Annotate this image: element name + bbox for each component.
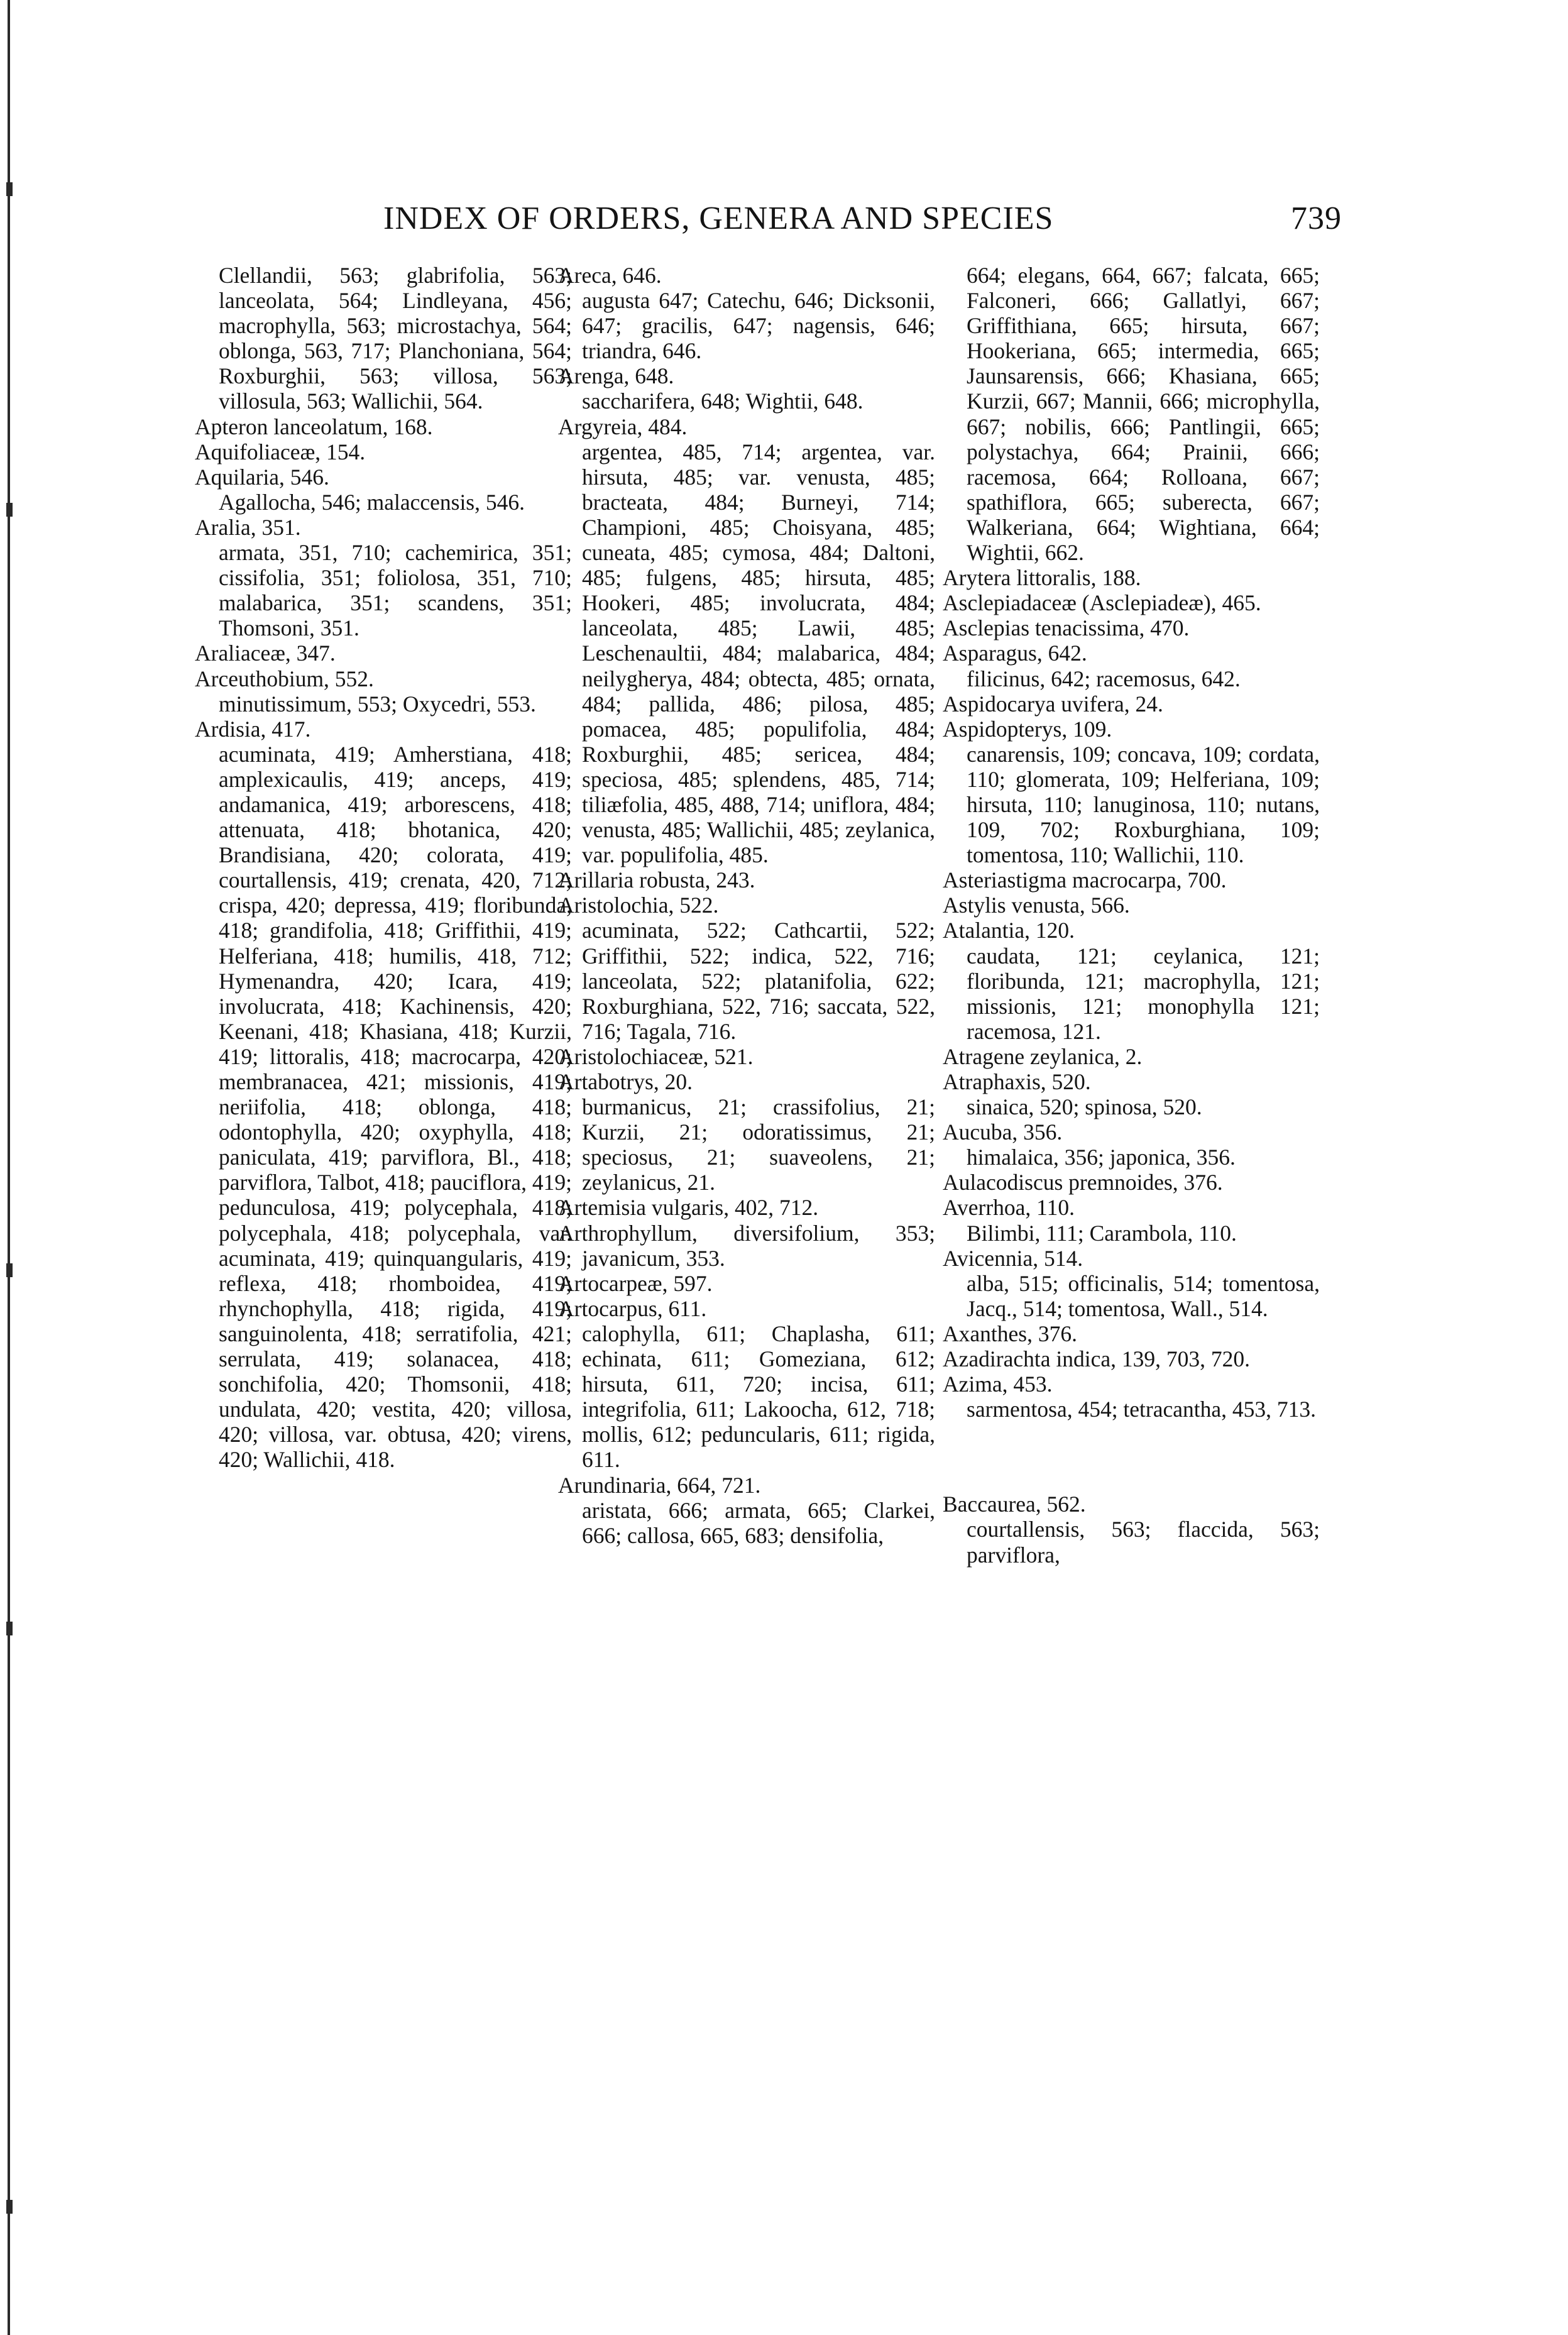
- index-column-2: [558, 263, 935, 1548]
- index-entry: Arenga, 648.: [558, 363, 674, 389]
- index-entry: Artocarpeæ, 597.: [558, 1270, 713, 1296]
- margin-tick: [6, 1263, 13, 1277]
- index-subentries: minutissimum, 553; Oxycedri, 553.: [219, 691, 536, 717]
- margin-tick: [6, 503, 13, 517]
- index-subentries: Agallocha, 546; malaccensis, 546.: [219, 489, 525, 515]
- index-entry: Artabotrys, 20.: [558, 1069, 693, 1094]
- index-subentries: sarmentosa, 454; tetracantha, 453, 713.: [967, 1397, 1317, 1422]
- index-entry: Atragene zeylanica, 2.: [943, 1043, 1143, 1069]
- index-subentries: himalaica, 356; japonica, 356.: [967, 1145, 1236, 1170]
- binding-margin-line: [8, 0, 10, 2335]
- index-entry: Arillaria robusta, 243.: [558, 867, 755, 893]
- index-gap: [943, 1444, 1320, 1470]
- index-entry: Atraphaxis, 520.: [943, 1069, 1091, 1094]
- index-subentries: aristata, 666; armata, 665; Clarkei, 666; callosa, 665, 683; densifolia,: [582, 1497, 935, 1548]
- index-entry: Baccaurea, 562.: [943, 1492, 1086, 1517]
- margin-tick: [6, 182, 13, 196]
- index-subentries: burmanicus, 21; crassifolius, 21; Kurzii, 21; odoratissimus, 21; speciosus, 21; suaveolens, 21; zeylanicus, 21.: [582, 1094, 935, 1195]
- index-subentries: alba, 515; officinalis, 514; tomentosa, Jacq., 514; tomentosa, Wall., 514.: [967, 1270, 1320, 1321]
- index-entry: Aulacodiscus premnoides, 376.: [943, 1170, 1223, 1195]
- index-subentries: Bilimbi, 111; Carambola, 110.: [967, 1220, 1237, 1246]
- index-entry: Asclepias tenacissima, 470.: [943, 615, 1190, 641]
- index-entry: Aucuba, 356.: [943, 1119, 1063, 1145]
- index-subentries: acuminata, 419; Amherstiana, 418; amplexicaulis, 419; anceps, 419; andamanica, 419; arborescens, 418; attenuata, 418; bhotanica, 420; Brandisiana, 420; colorata, 419; courtallensis, 419; crenata, 420, 712; crispa, 420; depressa, 419; floribunda, 418; grandifolia, 418; Griffithii, 419; Helferiana, 418; humilis, 418, 712; Hymenandra, 420; Icara, 419; involucrata, 418; Kachinensis, 420; Keenani, 418; Khasiana, 418; Kurzii, 419; littoralis, 418; macrocarpa, 420; membranacea, 421; missionis, 419; neriifolia, 418; oblonga, 418; odontophylla, 420; oxyphylla, 418; paniculata, 419; parviflora, Bl., 418; parviflora, Talbot, 418; pauciflora, 419; pedunculosa, 419; polycephala, 418; polycephala, 418; polycephala, var. acuminata, 419; quinquangularis, 419; reflexa, 418; rhomboidea, 419; rhynchophylla, 418; rigida, 419; sanguinolenta, 418; serratifolia, 421; serrulata, 419; solanacea, 418; sonchifolia, 420; Thomsonii, 418; undulata, 420; vestita, 420; villosa, 420; villosa, var. obtusa, 420; virens, 420; Wallichii, 418.: [219, 741, 572, 1473]
- index-entry: Astylis venusta, 566.: [943, 893, 1130, 918]
- index-entry: Arceuthobium, 552.: [195, 666, 374, 691]
- index-subentries: saccharifera, 648; Wightii, 648.: [582, 388, 863, 414]
- index-entry: Araliaceæ, 347.: [195, 640, 336, 666]
- index-entry: Ardisia, 417.: [195, 716, 311, 742]
- page-header: [383, 200, 1342, 250]
- index-entry: Arundinaria, 664, 721.: [558, 1472, 761, 1498]
- page-number: 739: [1291, 201, 1342, 236]
- index-entry: Artocarpus, 611.: [558, 1295, 707, 1321]
- index-entry: Aspidopterys, 109.: [943, 716, 1112, 742]
- margin-tick: [6, 1622, 13, 1635]
- index-entry: Asparagus, 642.: [943, 640, 1087, 666]
- index-entry: Aspidocarya uvifera, 24.: [943, 691, 1163, 717]
- page-title: INDEX OF ORDERS, GENERA AND SPECIES: [383, 201, 1054, 236]
- index-entry: Axanthes, 376.: [943, 1321, 1077, 1346]
- index-entry: Averrhoa, 110.: [943, 1195, 1075, 1221]
- index-entry: Arthrophyllum, diversifolium, 353; javanicum, 353.: [558, 1220, 935, 1271]
- index-entry: Aquifoliaceæ, 154.: [195, 439, 366, 464]
- index-entry: Azadirachta indica, 139, 703, 720.: [943, 1346, 1250, 1372]
- index-subentries: courtallensis, 563; flaccida, 563; parviflora,: [967, 1517, 1320, 1568]
- index-subentries: sinaica, 520; spinosa, 520.: [967, 1094, 1202, 1120]
- index-entry: Aralia, 351.: [195, 514, 301, 540]
- index-entry: Aquilaria, 546.: [195, 464, 329, 490]
- index-subentries: 664; elegans, 664, 667; falcata, 665; Falconeri, 666; Gallatlyi, 667; Griffithiana, 665; hirsuta, 667; Hookeriana, 665; intermedia, 665; Jaunsarensis, 666; Khasiana, 665; Kurzii, 667; Mannii, 666; microphylla, 667; nobilis, 666; Pantlingii, 665; polystachya, 664; Prainii, 666; racemosa, 664; Rolloana, 667; spathiflora, 665; suberecta, 667; Walkeriana, 664; Wightiana, 664; Wightii, 662.: [967, 263, 1320, 566]
- index-entry: Argyreia, 484.: [558, 414, 688, 439]
- index-entry: Artemisia vulgaris, 402, 712.: [558, 1195, 819, 1221]
- index-subentries: augusta 647; Catechu, 646; Dicksonii, 647; gracilis, 647; nagensis, 646; triandra, 646.: [582, 288, 935, 364]
- index-entry: Asclepiadaceæ (Asclepiadeæ), 465.: [943, 590, 1261, 616]
- index-subentries: caudata, 121; ceylanica, 121; floribunda, 121; macrophylla, 121; missionis, 121; monophylla 121; racemosa, 121.: [967, 943, 1320, 1044]
- index-subentries: Clellandii, 563; glabrifolia, 563; lanceolata, 564; Lindleyana, 456; macrophylla, 563; microstachya, 564; oblonga, 563, 717; Planchoniana, 564; Roxburghii, 563; villosa, 563; villosula, 563; Wallichii, 564.: [219, 263, 572, 414]
- index-entry: Azima, 453.: [943, 1371, 1053, 1397]
- index-entry: Aristolochia, 522.: [558, 893, 719, 918]
- index-subentries: armata, 351, 710; cachemirica, 351; cissifolia, 351; foliolosa, 351, 710; malabarica, 351; scandens, 351; Thomsoni, 351.: [219, 540, 572, 641]
- index-column-1: [195, 263, 572, 1473]
- index-entry: Apteron lanceolatum, 168.: [195, 414, 433, 439]
- index-subentries: calophylla, 611; Chaplasha, 611; echinata, 611; Gomeziana, 612; hirsuta, 611, 720; incisa, 611; integrifolia, 611; Lakoocha, 612, 718; mollis, 612; peduncularis, 611; rigida, 611.: [582, 1321, 935, 1473]
- index-entry: Aristolochiaceæ, 521.: [558, 1043, 754, 1069]
- index-entry: Atalantia, 120.: [943, 918, 1075, 943]
- index-entry: Areca, 646.: [558, 263, 662, 288]
- index-column-3: [943, 263, 1320, 1568]
- index-entry: Avicennia, 514.: [943, 1245, 1083, 1271]
- index-entry: Asteriastigma macrocarpa, 700.: [943, 867, 1227, 893]
- index-entry: Arytera littoralis, 188.: [943, 565, 1141, 591]
- index-subentries: acuminata, 522; Cathcartii, 522; Griffithii, 522; indica, 522, 716; lanceolata, 522; platanifolia, 622; Roxburghiana, 522, 716; saccata, 522, 716; Tagala, 716.: [582, 918, 935, 1044]
- index-subentries: canarensis, 109; concava, 109; cordata, 110; glomerata, 109; Helferiana, 109; hirsuta, 110; lanuginosa, 110; nutans, 109, 702; Roxburghiana, 109; tomentosa, 110; Wallichii, 110.: [967, 741, 1320, 868]
- margin-tick: [6, 2200, 13, 2214]
- index-subentries: argentea, 485, 714; argentea, var. hirsuta, 485; var. venusta, 485; bracteata, 484; Burneyi, 714; Championi, 485; Choisyana, 485; cuneata, 485; cymosa, 484; Daltoni, 485; fulgens, 485; hirsuta, 485; Hookeri, 485; involucrata, 484; lanceolata, 485; Lawii, 485; Leschenaultii, 484; malabarica, 484; neilygherya, 484; obtecta, 485; ornata, 484; pallida, 486; pilosa, 485; pomacea, 485; populifolia, 484; Roxburghii, 485; sericea, 484; speciosa, 485; splendens, 485, 714; tiliæfolia, 485, 488, 714; uniflora, 484; venusta, 485; Wallichii, 485; zeylanica, var. populifolia, 485.: [582, 439, 935, 868]
- index-subentries: filicinus, 642; racemosus, 642.: [967, 666, 1241, 691]
